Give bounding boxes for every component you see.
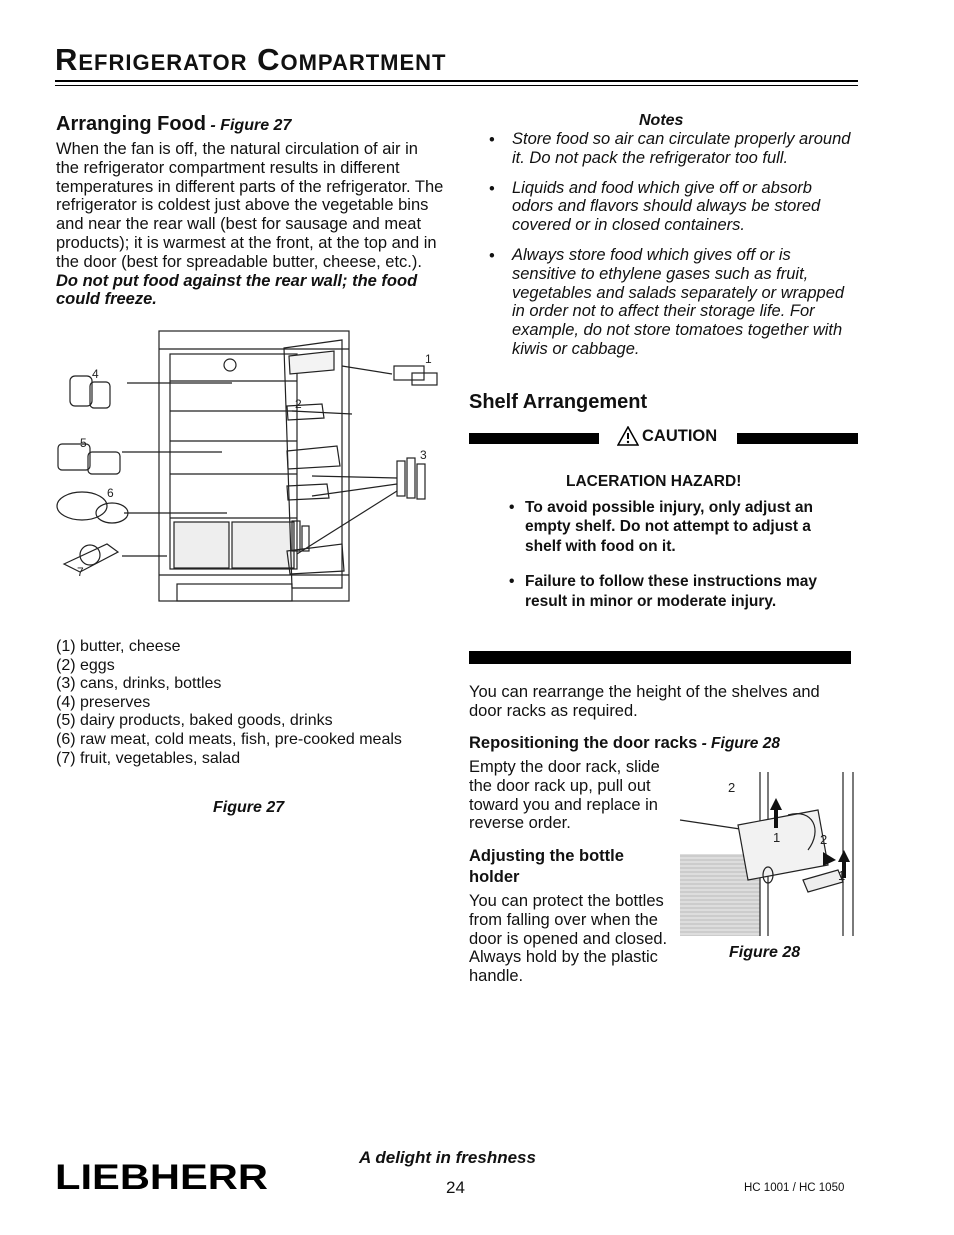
- legend-item: (3) cans, drinks, bottles: [56, 675, 222, 693]
- liebherr-logo: [55, 1160, 270, 1192]
- arranging-paragraph: [56, 140, 444, 309]
- figure-27-callout-4: 4: [92, 367, 99, 381]
- figure-28-callout: 2: [728, 780, 736, 795]
- page-number: 24: [446, 1178, 465, 1197]
- caution-bottom-bar: [469, 651, 851, 664]
- title-rule: [55, 80, 858, 82]
- note-item: • Always store food which gives off or is sensitive to ethylene gases such as fruit, vegetables and salads separately or wrapped in order not to affect their storage life. For example, do not store tomatoes together with kiwis or cabbage.: [487, 246, 857, 359]
- bottle-heading: Adjusting the bottle holder: [469, 847, 624, 886]
- caution-label: CAUTION: [642, 427, 718, 445]
- bottle-text: You can protect the bottles from falling over when the door is opened and closed. Always hold by the plastic handle.: [469, 892, 668, 986]
- caution-item: • Failure to follow these instructions may result in minor or moderate injury.: [508, 572, 828, 611]
- arranging-heading-text: Arranging Food: [56, 113, 206, 135]
- figure-28-caption: Figure 28: [729, 944, 801, 961]
- reposition-figure-ref: - Figure 28: [697, 735, 780, 752]
- figure-28-callout: 2: [820, 832, 828, 847]
- figure-27-callout-1: 1: [425, 352, 432, 366]
- arranging-heading: [56, 114, 291, 134]
- legend-item: (2) eggs: [56, 656, 115, 674]
- notes-title: Notes: [639, 112, 684, 129]
- figure-27-callout-7: 7: [77, 565, 84, 579]
- caution-item: • To avoid possible injury, only adjust an empty shelf. Do not attempt to adjust a shelf with food on it.: [508, 498, 828, 556]
- legend-item: (6) raw meat, cold meats, fish, pre-cooked meals: [56, 730, 402, 748]
- footer-tagline: A delight in freshness: [359, 1148, 536, 1167]
- arranging-text: When the fan is off, the natural circulation of air in the refrigerator compartment results in different temperatures in different parts of the refrigerator. The refrigerator is coldest just above the vegetable bins and near the rear wall (best for sausage and meat products); it is warmest at the front, at the top and in the door (best for spreadable butter, cheese, etc.).: [56, 140, 444, 271]
- page-title: Refrigerator Compartment: [55, 42, 447, 77]
- caution-list: [508, 498, 828, 627]
- note-item: • Liquids and food which give off or absorb odors and flavors should always be stored covered or in closed containers.: [487, 179, 857, 235]
- arranging-warning: Do not put food against the rear wall; the food could freeze.: [56, 271, 418, 309]
- figure-27-callout-6: 6: [107, 486, 114, 500]
- caution-bar-left: [469, 433, 599, 444]
- reposition-text: Empty the door rack, slide the door rack up, pull out toward you and replace in reverse order.: [469, 758, 660, 833]
- hazard-title: LACERATION HAZARD!: [566, 473, 742, 490]
- figure-27-callout-3: 3: [420, 448, 427, 462]
- title-rule-thin: [55, 85, 858, 86]
- figure-28-callout: 1: [838, 868, 846, 883]
- legend-item: (4) preserves: [56, 693, 151, 711]
- notes-list: [487, 130, 857, 370]
- logo-text: LIEBHERR: [55, 1160, 268, 1192]
- legend-item: (7) fruit, vegetables, salad: [56, 749, 241, 767]
- arranging-figure-ref: - Figure 27: [205, 117, 292, 134]
- figure-27-illustration: [52, 326, 442, 602]
- legend-item: (1) butter, cheese: [56, 638, 181, 655]
- model-number: HC 1001 / HC 1050: [744, 1182, 845, 1194]
- figure-27-callout-2: 2: [295, 397, 302, 411]
- figure-28-callout: 1: [773, 830, 781, 845]
- shelf-intro: You can rearrange the height of the shelves and door racks as required.: [469, 683, 820, 720]
- figure-27-caption: Figure 27: [213, 799, 285, 816]
- food-legend: [56, 638, 402, 768]
- figure-27-callout-5: 5: [80, 436, 87, 450]
- legend-item: (5) dairy products, baked goods, drinks: [56, 712, 333, 730]
- note-item: • Store food so air can circulate properly around it. Do not pack the refrigerator too full.: [487, 130, 857, 168]
- reposition-heading: [469, 733, 780, 755]
- figure-28-illustration: [678, 770, 858, 938]
- caution-bar-right: [737, 433, 858, 444]
- reposition-heading-text: Repositioning the door racks: [469, 734, 698, 752]
- shelf-heading: Shelf Arrangement: [469, 391, 648, 413]
- warning-triangle-icon: [617, 426, 639, 446]
